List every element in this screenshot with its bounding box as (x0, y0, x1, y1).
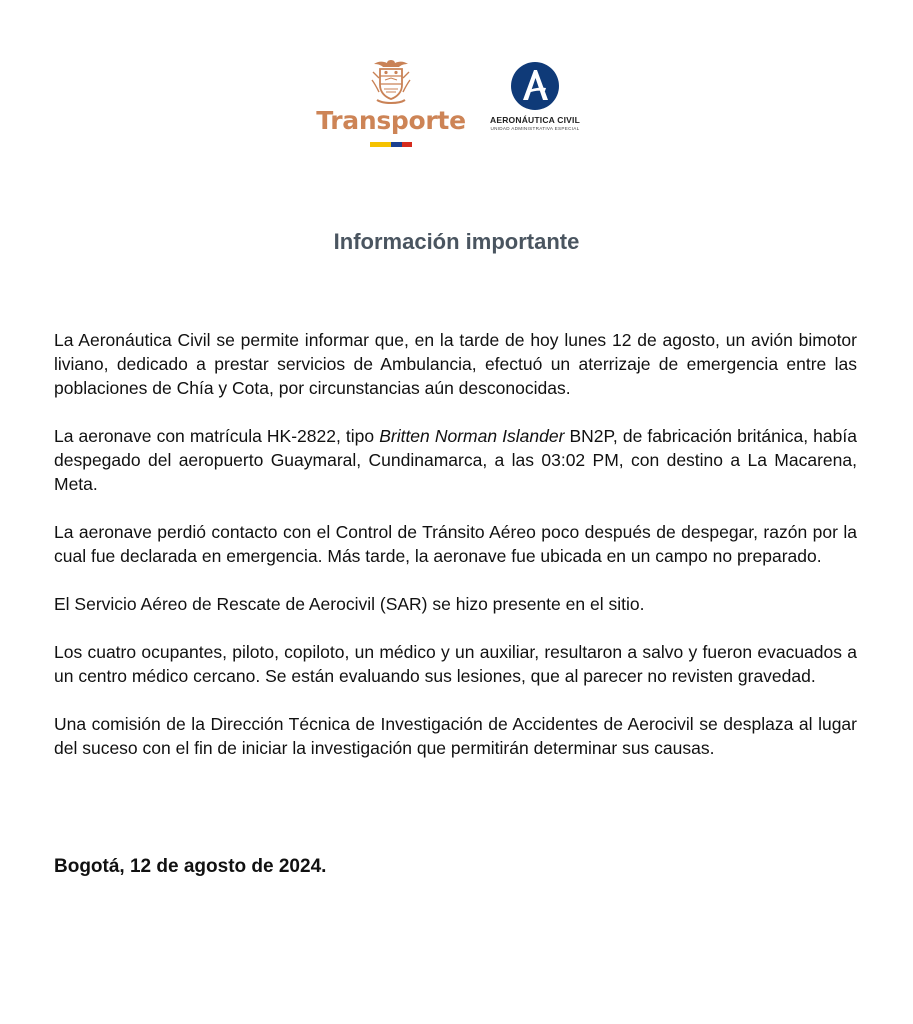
aircraft-model: Britten Norman Islander (379, 426, 565, 446)
page-title: Información importante (333, 229, 580, 254)
paragraph-incident-summary: La Aeronáutica Civil se permite informar que, en la tarde de hoy lunes 12 de agosto, un avión bimotor liviano, dedicado a prestar servicios de Ambulancia, efectuó un aterrizaje de emergencia entre las poblaciones de Chía y Cota, por circunstancias aún desconocidas. (54, 330, 857, 398)
aeronautica-civil-logo (480, 58, 590, 138)
paragraph-rescue-service: El Servicio Aéreo de Rescate de Aerocivil (SAR) se hizo presente en el sitio. (54, 594, 645, 614)
coat-of-arms-icon (368, 58, 414, 106)
flag-yellow-stripe (370, 142, 391, 147)
paragraph-aircraft-details (54, 424, 857, 496)
flag-red-stripe (402, 142, 413, 147)
aerocivil-name: AERONÁUTICA CIVIL (490, 115, 580, 125)
aerocivil-subtitle: UNIDAD ADMINISTRATIVA ESPECIAL (490, 126, 580, 131)
aircraft-details-rest: BN2P, de fabricación británica, había despegado del aeropuerto Guaymaral, Cundinamarca, a las 03:02 PM, con destino a La Macarena, Meta. (54, 426, 857, 494)
transporte-wordmark: Transporte (316, 106, 466, 135)
flag-blue-stripe (391, 142, 402, 147)
press-release-body (54, 328, 857, 760)
paragraph-occupants: Los cuatro ocupantes, piloto, copiloto, un médico y un auxiliar, resultaron a salvo y fueron evacuados a un centro médico cercano. Se están evaluando sus lesiones, que al parecer no revisten gravedad. (54, 642, 857, 686)
transporte-logo (316, 58, 466, 150)
paragraph-investigation: Una comisión de la Dirección Técnica de Investigación de Accidentes de Aerocivil se desplaza al lugar del suceso con el fin de iniciar la investigación que permitirán determinar sus causas. (54, 714, 857, 758)
aerocivil-a-icon (510, 61, 560, 111)
paragraph-lost-contact: La aeronave perdió contacto con el Control de Tránsito Aéreo poco después de despegar, razón por la cual fue declarada en emergencia. Más tarde, la aeronave fue ubicada en un campo no preparado. (54, 522, 857, 566)
dateline: Bogotá, 12 de agosto de 2024. (54, 856, 327, 877)
colombia-flag-bar (370, 142, 412, 147)
aircraft-details-lead: La aeronave con matrícula HK-2822, tipo (54, 426, 380, 446)
